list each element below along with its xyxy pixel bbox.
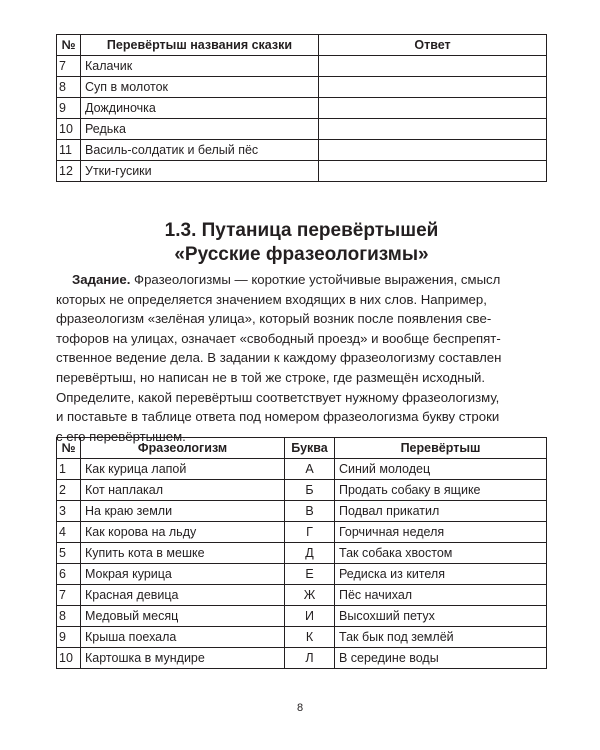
task-line: перевёртыш, но написан не в той же строке, где размещён исходный. (56, 369, 486, 385)
answer-cell (319, 161, 547, 182)
row-number: 11 (57, 140, 81, 161)
phrase-cell: Медовый месяц (81, 606, 285, 627)
flip-cell: Высохший петух (335, 606, 547, 627)
flip-cell: Синий молодец (335, 459, 547, 480)
phrase-cell: Картошка в мундире (81, 648, 285, 669)
table-row (57, 543, 547, 564)
table-header-row (57, 35, 547, 56)
task-paragraph (56, 270, 547, 446)
table-row (57, 648, 547, 669)
task-label: Задание. (72, 272, 131, 287)
fairy-tale-table (56, 34, 547, 182)
letter-cell: Б (285, 480, 335, 501)
table-row (57, 480, 547, 501)
answer-cell (319, 77, 547, 98)
section-title: 1.3. Путаница перевёртышей (164, 220, 439, 241)
table-row (57, 77, 547, 98)
row-number: 8 (57, 77, 81, 98)
row-number: 6 (57, 564, 81, 585)
task-line-text: Фразеологизмы — короткие устойчивые выражения, смысл (130, 272, 501, 287)
phrase-cell: Как курица лапой (81, 459, 285, 480)
task-line (56, 270, 547, 290)
column-header-title: Перевёртыш названия сказки (81, 35, 319, 56)
row-number: 8 (57, 606, 81, 627)
task-line: и поставьте в таблице ответа под номером фразеологизма букву строки (56, 409, 500, 425)
flip-cell: Так бык под землёй (335, 627, 547, 648)
task-line: с его перевёртышем. (56, 428, 186, 444)
row-number: 2 (57, 480, 81, 501)
letter-cell: Г (285, 522, 335, 543)
column-header-number: № (57, 35, 81, 56)
answer-cell (319, 119, 547, 140)
table-row (57, 119, 547, 140)
flip-cell: Продать собаку в ящике (335, 480, 547, 501)
answer-cell (319, 140, 547, 161)
flip-cell: Пёс начихал (335, 585, 547, 606)
table-row (57, 459, 547, 480)
table-row (57, 522, 547, 543)
phrase-cell: Крыша поехала (81, 627, 285, 648)
flip-cell: В середине воды (335, 648, 547, 669)
column-header-phrase: Фразеологизм (81, 438, 285, 459)
table-row (57, 140, 547, 161)
table-row (57, 161, 547, 182)
task-line: тофоров на улицах, означает «свободный проезд» и вообще беспрепят- (56, 330, 501, 346)
row-number: 10 (57, 648, 81, 669)
row-number: 7 (57, 585, 81, 606)
phrase-cell: Красная девица (81, 585, 285, 606)
task-line: которых не определяется значением входящих в них слов. Например, (56, 291, 487, 307)
row-number: 7 (57, 56, 81, 77)
letter-cell: А (285, 459, 335, 480)
tale-title: Калачик (81, 56, 319, 77)
flip-cell: Горчичная неделя (335, 522, 547, 543)
row-number: 10 (57, 119, 81, 140)
tale-title: Дождиночка (81, 98, 319, 119)
task-line: Определите, какой перевёртыш соответствует нужному фразеологизму, (56, 389, 500, 405)
task-line: фразеологизм «зелёная улица», который возник после появления све- (56, 311, 492, 327)
row-number: 4 (57, 522, 81, 543)
table-row (57, 627, 547, 648)
row-number: 1 (57, 459, 81, 480)
table-row (57, 56, 547, 77)
row-number: 3 (57, 501, 81, 522)
tale-title: Суп в молоток (81, 77, 319, 98)
phrase-cell: Купить кота в мешке (81, 543, 285, 564)
answer-cell (319, 56, 547, 77)
letter-cell: И (285, 606, 335, 627)
row-number: 9 (57, 98, 81, 119)
page-number: 8 (296, 702, 304, 714)
table-row (57, 98, 547, 119)
flip-cell: Подвал прикатил (335, 501, 547, 522)
column-header-number: № (57, 438, 81, 459)
tale-title: Утки-гусики (81, 161, 319, 182)
answer-cell (319, 98, 547, 119)
phrase-cell: На краю земли (81, 501, 285, 522)
table-row (57, 564, 547, 585)
letter-cell: К (285, 627, 335, 648)
task-line: ственное ведение дела. В задании к каждому фразеологизму составлен (56, 350, 502, 366)
tale-title: Редька (81, 119, 319, 140)
phrase-cell: Кот наплакал (81, 480, 285, 501)
flip-cell: Редиска из кителя (335, 564, 547, 585)
letter-cell: Л (285, 648, 335, 669)
phraseology-table (56, 437, 547, 669)
row-number: 5 (57, 543, 81, 564)
phrase-cell: Как корова на льду (81, 522, 285, 543)
letter-cell: Ж (285, 585, 335, 606)
table-row (57, 606, 547, 627)
table-row (57, 585, 547, 606)
letter-cell: В (285, 501, 335, 522)
row-number: 9 (57, 627, 81, 648)
letter-cell: Д (285, 543, 335, 564)
phrase-cell: Мокрая курица (81, 564, 285, 585)
section-subtitle: «Русские фразеологизмы» (174, 244, 429, 265)
column-header-flip: Перевёртыш (335, 438, 547, 459)
flip-cell: Так собака хвостом (335, 543, 547, 564)
table-header-row (57, 438, 547, 459)
table-row (57, 501, 547, 522)
tale-title: Василь-солдатик и белый пёс (81, 140, 319, 161)
letter-cell: Е (285, 564, 335, 585)
row-number: 12 (57, 161, 81, 182)
column-header-answer: Ответ (319, 35, 547, 56)
column-header-letter: Буква (285, 438, 335, 459)
